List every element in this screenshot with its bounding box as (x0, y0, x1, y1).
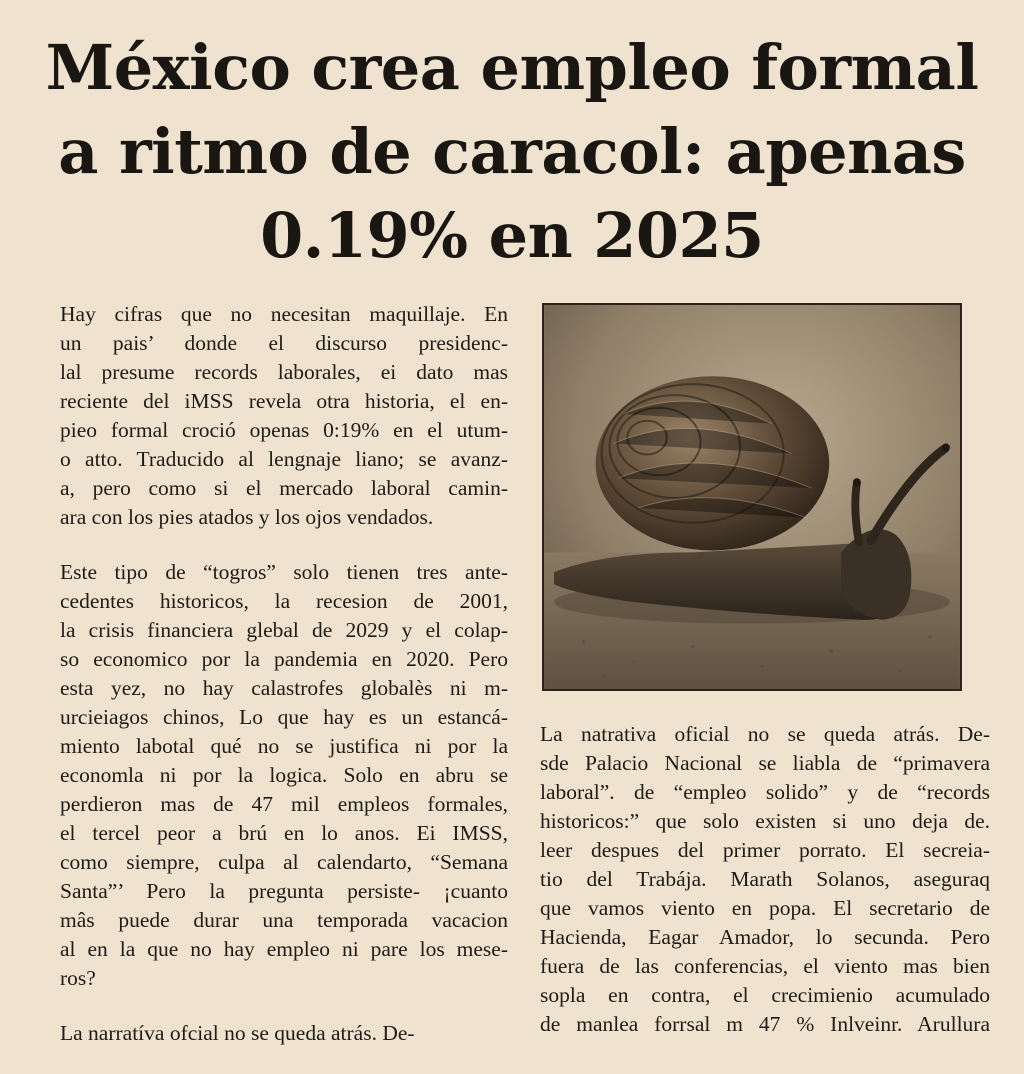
text-line: leer despues del primer porrato. El secreia- (540, 838, 990, 862)
text-line: La narratíva ofcial no se queda atrás. De- (60, 1021, 415, 1045)
article-paragraph (60, 300, 508, 532)
article-paragraph (60, 558, 508, 993)
text-line: sopla en contra, el crecimienio acumulado (540, 983, 990, 1007)
text-line: Este tipo de “togros” solo tienen tres ante- (60, 560, 508, 584)
text-line: Hay cifras que no necesitan maquillaje. En (60, 302, 508, 326)
text-line: al en la que no hay empleo ni pare los mese- (60, 937, 508, 961)
text-line: historicos:” que solo existen si uno deja de. (540, 809, 990, 833)
text-line: perdieron mas de 47 mil empleos formales, (60, 792, 508, 816)
text-line: pieo formal croció openas 0:19% en el utum- (60, 418, 508, 442)
article-paragraph (540, 720, 990, 1039)
text-line: esta yez, no hay calastrofes globalès ni m- (60, 676, 508, 700)
text-line: reciente del iMSS revela otra historia, el en- (60, 389, 508, 413)
text-line: La natrativa oficial no se queda atrás. De- (540, 722, 990, 746)
text-line: o atto. Traducido al lengnaje liano; se avanz- (60, 447, 508, 471)
article-paragraph (60, 1019, 508, 1048)
text-line: el tercel peor a brú en lo anos. Ei IMSS, (60, 821, 508, 845)
snail-photo (542, 303, 962, 691)
text-line: a, pero como si el mercado laboral camin- (60, 476, 508, 500)
text-line: so economico por la pandemia en 2020. Pero (60, 647, 508, 671)
text-line: que vamos viento en popa. El secretario de (540, 896, 990, 920)
text-line: lal presume records laborales, ei dato mas (60, 360, 508, 384)
article-column-right (540, 720, 990, 1065)
text-line: la crisis financiera glebal de 2029 y el colap- (60, 618, 508, 642)
text-line: sde Palacio Nacional se liabla de “primavera (540, 751, 990, 775)
text-line: laboral”. de “empleo solido” y de “records (540, 780, 990, 804)
text-line: urcieiagos chinos, Lo que hay es un estancá- (60, 705, 508, 729)
headline-line: a ritmo de caracol: apenas (58, 115, 966, 188)
snail-icon (544, 305, 960, 689)
text-line: fuera de las conferencias, el viento mas bien (540, 954, 990, 978)
text-line: miento labotal qué no se justifica ni por la (60, 734, 508, 758)
text-line: Hacienda, Eagar Amador, lo secunda. Pero (540, 925, 990, 949)
headline-line: 0.19% en 2025 (260, 199, 764, 272)
text-line: economla ni por la logica. Solo en abru se (60, 763, 508, 787)
text-line: tio del Trabája. Marath Solanos, aseguraq (540, 867, 990, 891)
text-line: ros? (60, 966, 96, 990)
headline (40, 26, 984, 278)
text-line: de manlea forrsal m 47 % Inlveinr. Arullura (540, 1012, 990, 1036)
text-line: cedentes historicos, la recesion de 2001, (60, 589, 508, 613)
text-line: como siempre, culpa al calendarto, “Semana (60, 850, 508, 874)
text-line: mâs puede durar una temporada vacacion (60, 908, 508, 932)
text-line: un pais’ donde el discurso presidenc- (60, 331, 508, 355)
text-line: Santa”’ Pero la pregunta persiste- ¡cuanto (60, 879, 508, 903)
article-column-left (60, 300, 508, 1074)
headline-line: México crea empleo formal (45, 31, 979, 104)
text-line: ara con los pies atados y los ojos vendados. (60, 505, 434, 529)
